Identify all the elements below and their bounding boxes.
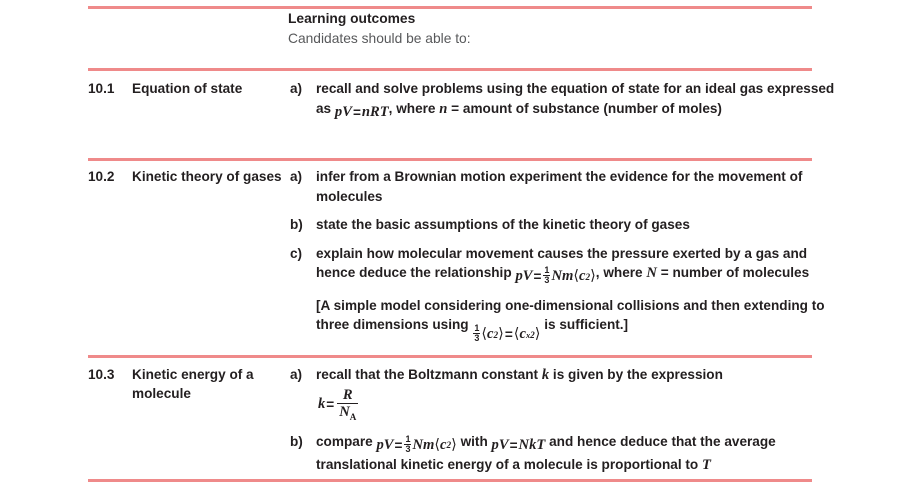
outcome-line-3: = number of molecules — [656, 265, 810, 280]
formula-k-eq-R-over-NA — [318, 388, 360, 422]
fraction-denominator-NA — [337, 403, 358, 421]
outcome-label-b: b) — [290, 217, 303, 232]
symbol-k: k — [318, 395, 326, 412]
symbol-equals: = — [504, 326, 513, 342]
symbol-pV: pV — [491, 436, 509, 453]
outcome-label-b: b) — [290, 433, 303, 449]
fraction-denominator: 3 — [474, 333, 480, 343]
symbol-pV: pV — [515, 268, 533, 284]
outcome-item — [290, 432, 848, 476]
section-row-10-1 — [88, 79, 848, 122]
outcome-text — [316, 365, 848, 424]
outcome-line-2a: gas expressed as — [316, 81, 835, 116]
outcome-item — [290, 167, 848, 206]
fraction-numerator: 1 — [474, 323, 480, 333]
outcome-line-1b: with — [460, 433, 488, 449]
note-line-2b: is sufficient.] — [544, 317, 629, 332]
symbol-N: N — [339, 403, 350, 420]
learning-outcomes-header: Learning outcomes — [288, 11, 416, 26]
outcome-line-2b: , where — [595, 265, 643, 280]
angle-bracket-open: ⟨ — [573, 268, 579, 284]
separator-rule-1 — [88, 68, 812, 71]
subscript-A: A — [349, 411, 357, 422]
fraction-one-third — [473, 324, 480, 343]
fraction-one-third — [543, 266, 550, 285]
section-number-10-1: 10.1 — [88, 81, 115, 96]
section-number-10-2: 10.2 — [88, 169, 115, 184]
outcome-text — [316, 79, 848, 122]
symbol-equals: = — [509, 437, 518, 453]
section-outcomes-10-2 — [284, 167, 848, 344]
section-row-10-3 — [88, 365, 848, 476]
angle-bracket-close: ⟩ — [451, 436, 457, 453]
outcome-text — [316, 215, 848, 235]
outcome-line-2b: , where — [388, 100, 440, 116]
section-number-10-3: 10.3 — [88, 367, 115, 382]
angle-bracket-open: ⟨ — [481, 325, 488, 342]
angle-bracket-open: ⟨ — [434, 436, 441, 453]
outcome-line-1a: compare — [316, 433, 373, 449]
symbol-p: pV — [334, 103, 352, 120]
outcome-line-2: movement of molecules — [316, 169, 803, 204]
outcome-line-1: explain how molecular movement causes the pressure exerted by a — [316, 245, 752, 261]
symbol-pV: pV — [376, 436, 394, 453]
outcome-line-2: average translational kinetic energy of a molecule is proportional to — [316, 433, 776, 472]
outcome-line-1c: and hence deduce that the — [549, 433, 721, 449]
symbol-T: T — [702, 457, 711, 473]
formula-boltzmann-constant — [316, 388, 848, 422]
fraction-one-third — [404, 435, 411, 454]
outcome-line-1: recall and solve problems using the equation of state for an ideal — [316, 81, 736, 96]
symbol-equals: = — [326, 396, 335, 412]
section-row-10-2 — [88, 167, 848, 344]
outcome-line-1a: recall that the Boltzmann constant — [316, 367, 542, 382]
formula-pv-third-nmc2: pV = $\frac{1}{3}$ Nm ⟨ c 2 ⟩ — [515, 265, 596, 286]
separator-rule-bottom — [88, 479, 812, 482]
outcome-text — [316, 432, 848, 476]
fraction-denominator: 3 — [405, 443, 411, 454]
outcome-item — [290, 365, 848, 424]
outcome-label-a: a) — [290, 81, 303, 96]
outcome-item — [290, 244, 848, 287]
fraction-numerator-R: R — [342, 386, 353, 403]
angle-bracket-close: ⟩ — [590, 268, 596, 284]
angle-bracket-close: ⟩ — [498, 325, 504, 342]
outcome-line-1b: is given by the expression — [549, 367, 723, 382]
outcome-note-item — [290, 296, 848, 345]
symbol-c: c — [440, 436, 447, 453]
outcome-line-1: state the basic assumptions of the kinetic theory of gases — [316, 217, 690, 232]
separator-rule-3 — [88, 355, 812, 358]
table-header — [288, 9, 808, 49]
outcome-line-1: infer from a Brownian motion experiment the evidence for the — [316, 169, 715, 184]
symbol-n: n — [439, 100, 448, 117]
symbol-equals: = — [352, 104, 361, 120]
formula-pv-third-nmc2: pV = $\frac{1}{3}$ Nm ⟨ c 2 ⟩ — [376, 433, 457, 454]
section-outcomes-10-3 — [284, 365, 848, 476]
symbol-equals: = — [533, 269, 542, 284]
angle-bracket-open-2: ⟨ — [513, 325, 520, 342]
outcome-note-text — [316, 296, 848, 345]
fraction-numerator: 1 — [544, 265, 550, 276]
candidates-subtitle: Candidates should be able to: — [288, 31, 471, 46]
separator-rule-2 — [88, 158, 812, 161]
fraction-R-over-NA — [337, 387, 358, 421]
formula-ideal-gas — [335, 103, 389, 123]
symbol-k: k — [541, 367, 550, 383]
outcome-text — [316, 167, 848, 206]
symbol-nRT: nRT — [361, 103, 389, 120]
outcome-label-a: a) — [290, 367, 303, 382]
section-topic-10-3: Kinetic energy of a molecule — [132, 367, 254, 401]
formula-third-c2-eq-cx2: $\frac{1}{3}$ ⟨ c 2 ⟩ = ⟨ c x 2 ⟩ — [474, 323, 541, 343]
symbol-NkT: NkT — [518, 436, 546, 453]
section-topic-10-2: Kinetic theory of gases — [132, 169, 282, 184]
outcome-label-c: c) — [290, 245, 303, 261]
outcome-text — [316, 244, 848, 287]
symbol-Nm: Nm — [412, 436, 435, 453]
symbol-N: N — [646, 265, 657, 281]
note-line-1: [A simple model considering one-dimensional collisions and then — [316, 297, 740, 313]
section-topic-10-1: Equation of state — [132, 81, 243, 96]
section-outcomes-10-1 — [284, 79, 848, 122]
symbol-c: c — [579, 268, 586, 284]
fraction-numerator: 1 — [405, 433, 411, 444]
symbol-c: c — [519, 325, 526, 342]
outcome-item — [290, 215, 848, 235]
outcome-line-2c: = amount of substance — [447, 100, 600, 116]
symbol-Nm: Nm — [551, 268, 574, 284]
symbol-equals: = — [394, 437, 403, 453]
outcome-item — [290, 79, 848, 122]
note-line-2a: extending to three dimensions using — [316, 297, 825, 332]
formula-pv-eq-nkt — [492, 436, 546, 456]
outcome-label-a: a) — [290, 169, 303, 184]
symbol-c: c — [487, 325, 494, 342]
outcome-line-2a: gas and hence deduce the relationship — [316, 245, 808, 280]
angle-bracket-close-2: ⟩ — [534, 325, 541, 342]
outcome-line-3: (number of moles) — [603, 100, 722, 116]
fraction-denominator: 3 — [544, 275, 550, 286]
